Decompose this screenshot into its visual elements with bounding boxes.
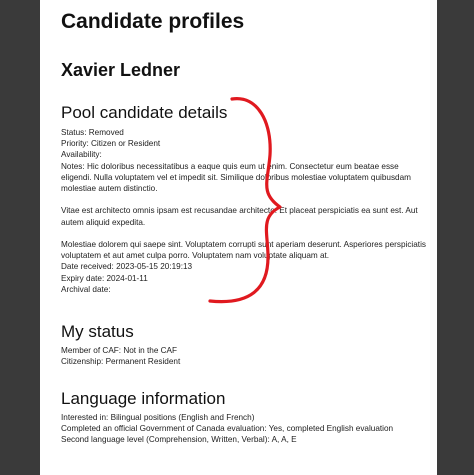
evaluation-line: Completed an official Government of Canada evaluation: Yes, completed English evaluation	[61, 424, 394, 434]
language-heading: Language information	[61, 389, 226, 408]
citizenship-line: Citizenship: Permanent Resident	[61, 357, 181, 367]
date-received-line: Date received: 2023-05-15 20:19:13	[61, 262, 193, 272]
notes-paragraph-1: Notes: Hic doloribus necessitatibus a eaque quis eum ut enim. Consectetur eum beatae esse eligendi. Nulla voluptatem vel et impedit sit. Similique doloribus molestiae voluptatem quibusdam molestiae autem distinctio.	[61, 161, 411, 194]
candidate-name: Xavier Ledner	[61, 60, 181, 80]
second-language-line: Second language level (Comprehension, Written, Verbal): A, A, E	[61, 435, 297, 445]
notes-paragraph-2: Vitae est architecto omnis ipsam est recusandae architecto. Et placeat perspiciatis ea sunt est. Aut autem aliquid expedita.	[61, 206, 418, 227]
pool-details-heading: Pool candidate details	[61, 103, 228, 122]
expiry-date-line: Expiry date: 2024-01-11	[61, 273, 148, 283]
archival-date-line: Archival date:	[61, 284, 111, 294]
my-status-section	[61, 345, 431, 367]
my-status-heading: My status	[61, 322, 134, 341]
caf-line: Member of CAF: Not in the CAF	[61, 346, 178, 355]
page-title: Candidate profiles	[61, 10, 245, 33]
document-page	[40, 0, 437, 475]
interested-line: Interested in: Bilingual positions (English and French)	[61, 413, 255, 422]
language-section	[61, 412, 431, 446]
priority-line: Priority: Citizen or Resident	[61, 139, 161, 149]
status-line: Status: Removed	[61, 128, 124, 137]
notes-paragraph-3: Molestiae dolorem qui saepe sint. Voluptatem corrupti sunt aperiam deserunt. Asperiores perspiciatis voluptatem et aut amet culpa porro. Voluptatem nam voluptate aliquam at.	[61, 240, 426, 261]
availability-line: Availability:	[61, 150, 102, 160]
pool-details-section	[61, 127, 431, 295]
